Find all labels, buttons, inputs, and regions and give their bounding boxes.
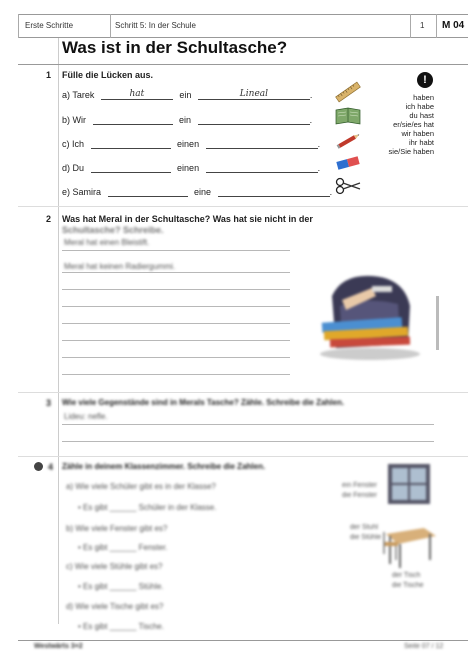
exercise-instruction-continued: Schultasche? Schreibe. — [62, 225, 164, 235]
section-rule — [18, 206, 468, 207]
answer-blank[interactable] — [108, 186, 188, 197]
writing-line — [62, 424, 434, 425]
margin-rule — [58, 38, 59, 624]
exercise-instruction: Wie viele Gegenstände sind in Merals Tasche? Zähle. Schreibe die Zahlen. — [62, 398, 345, 407]
header-page-number: 1 — [420, 21, 425, 30]
exercise-instruction: Was hat Meral in der Schultasche? Was hat sie nicht in der — [62, 214, 313, 224]
answer-line[interactable]: • Es gibt ______ Fenster. — [78, 543, 168, 552]
scissors-icon — [334, 176, 362, 196]
row-article: ein — [179, 115, 192, 125]
answer-line[interactable]: • Es gibt ______ Tische. — [78, 622, 164, 631]
handwritten-answer: Lineal — [239, 89, 269, 99]
writing-line — [62, 289, 290, 290]
desk-chair-picture — [380, 514, 438, 570]
answer-line[interactable]: • Es gibt ______ Stühle. — [78, 582, 164, 591]
question: b) Wie viele Fenster gibt es? — [66, 524, 168, 533]
row-article: eine — [194, 187, 212, 197]
section-rule — [18, 392, 468, 393]
question: d) Wie viele Tische gibt es? — [66, 602, 164, 611]
title-rule — [18, 64, 468, 65]
writing-line — [62, 323, 290, 324]
header-lesson: Schritt 5: In der Schule — [115, 21, 196, 30]
vocab-label: die Fenster — [342, 492, 378, 499]
conjugation-item: du hast — [409, 111, 434, 120]
question: c) Wie viele Stühle gibt es? — [66, 562, 163, 571]
row-label: d) Du — [62, 163, 85, 173]
row-label: c) Ich — [62, 139, 85, 149]
book-icon — [334, 106, 362, 126]
answer-blank[interactable] — [206, 138, 318, 149]
answer-blank[interactable] — [198, 114, 310, 125]
example-answer: Meral hat einen Bleistift. — [64, 238, 150, 247]
writing-line — [62, 374, 290, 375]
header-divider — [436, 14, 437, 38]
exercise-number: 2 — [46, 214, 52, 224]
exercise-row — [62, 162, 320, 173]
writing-line — [62, 340, 290, 341]
header-bar — [18, 14, 468, 38]
page-title: Was ist in der Schultasche? — [62, 38, 288, 57]
question: a) Wie viele Schüler gibt es in der Klasse? — [66, 482, 216, 491]
answer-blank[interactable] — [218, 186, 330, 197]
exercise-instruction: Fülle die Lücken aus. — [62, 70, 154, 80]
vocab-label: die Stühle — [350, 534, 382, 541]
school-bag-photo — [312, 266, 424, 362]
exclamation-icon: ! — [417, 72, 433, 88]
row-label: a) Tarek — [62, 90, 95, 100]
ruler-icon — [334, 81, 362, 103]
header-code: M 04 — [442, 20, 465, 31]
row-article: einen — [177, 139, 200, 149]
exercise-row — [62, 114, 312, 125]
conjugation-item: wir haben — [401, 129, 434, 138]
partner-icon — [34, 462, 43, 471]
conjugation-list — [370, 93, 434, 156]
footer-left: Westwärts 3+2 — [34, 643, 83, 650]
window-picture — [386, 462, 432, 506]
handwritten-answer: hat — [129, 89, 145, 99]
row-end: . — [317, 163, 321, 173]
row-label: b) Wir — [62, 115, 86, 125]
row-article: ein — [179, 90, 192, 100]
vocab-label: die Tische — [392, 582, 424, 589]
exercise-row — [62, 89, 312, 100]
writing-line — [62, 441, 434, 442]
section-rule — [18, 456, 468, 457]
answer-line[interactable]: • Es gibt ______ Schüler in der Klasse. — [78, 503, 217, 512]
exercise-instruction: Zähle in deinem Klassenzimmer. Schreibe die Zahlen. — [62, 462, 266, 471]
answer-blank[interactable] — [91, 162, 171, 173]
pencil-icon — [334, 131, 362, 151]
header-divider — [110, 14, 111, 38]
row-article: einen — [177, 163, 200, 173]
conjugation-item: haben — [413, 93, 434, 102]
header-divider — [410, 14, 411, 38]
eraser-icon — [334, 154, 362, 172]
writing-line — [62, 357, 290, 358]
row-end: . — [309, 90, 313, 100]
conjugation-item: sie/Sie haben — [388, 147, 434, 156]
answer-blank[interactable] — [91, 138, 171, 149]
photo-credit — [436, 296, 439, 350]
vocab-label: ein Fenster — [342, 482, 378, 489]
writing-line — [62, 272, 290, 273]
exercise-number: 3 — [46, 398, 52, 408]
vocab-label: der Stuhl — [350, 524, 379, 531]
answer-blank[interactable] — [198, 89, 310, 100]
example-answer: Meral hat keinen Radiergummi. — [64, 262, 176, 271]
exercise-row — [62, 186, 332, 197]
row-label: e) Samira — [62, 187, 102, 197]
writing-line — [62, 250, 290, 251]
row-end: . — [329, 187, 333, 197]
row-end: . — [317, 139, 321, 149]
writing-line — [62, 306, 290, 307]
vocab-label: der Tisch — [392, 572, 421, 579]
header-section: Erste Schritte — [25, 21, 74, 30]
answer-blank[interactable] — [101, 89, 173, 100]
example-answer: Lideu: nefle. — [64, 412, 108, 421]
conjugation-item: er/sie/es hat — [393, 120, 434, 129]
answer-blank[interactable] — [93, 114, 173, 125]
footer-rule — [18, 640, 468, 641]
conjugation-item: ich habe — [405, 102, 434, 111]
conjugation-item: ihr habt — [408, 138, 434, 147]
exercise-number: 1 — [46, 70, 52, 80]
footer-right: Seite 07 / 12 — [404, 643, 444, 650]
header-divider — [18, 14, 19, 38]
exercise-number: 4 — [48, 462, 54, 472]
answer-blank[interactable] — [206, 162, 318, 173]
row-end: . — [309, 115, 313, 125]
exercise-row — [62, 138, 320, 149]
